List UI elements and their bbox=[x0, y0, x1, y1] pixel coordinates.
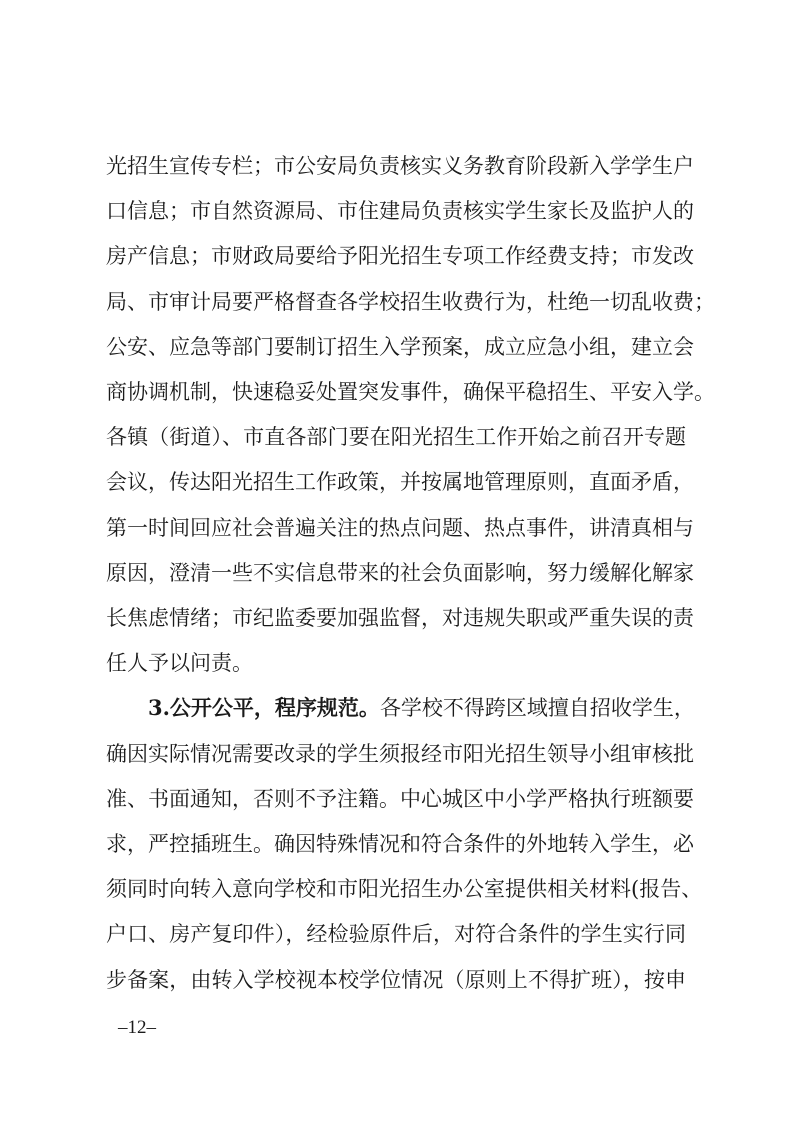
body-text-line: 任人予以问责。 bbox=[106, 651, 253, 675]
body-text-line: 会议，传达阳光招生工作政策，并按属地管理原则，直面矛盾， bbox=[106, 470, 694, 494]
page-number: –12– bbox=[118, 1017, 156, 1038]
body-text-line: 口信息；市自然资源局、市住建局负责核实学生家长及监护人的 bbox=[106, 199, 694, 223]
body-text-line: 光招生宣传专栏；市公安局负责核实义务教育阶段新入学学生户 bbox=[106, 154, 694, 178]
body-text-line: 求，严控插班生。确因特殊情况和符合条件的外地转入学生，必 bbox=[106, 832, 694, 856]
body-text-line: 须同时向转入意向学校和市阳光招生办公室提供相关材料(报告、 bbox=[106, 877, 703, 901]
section-heading-line bbox=[148, 688, 695, 728]
body-text-line: 原因，澄清一些不实信息带来的社会负面影响，努力缓解化解家 bbox=[106, 561, 694, 585]
body-text-line: 确因实际情况需要改录的学生须报经市阳光招生领导小组审核批 bbox=[106, 742, 694, 766]
body-text: 各学校不得跨区域擅自招收学生， bbox=[379, 696, 695, 720]
body-text-line: 第一时间回应社会普遍关注的热点问题、热点事件，讲清真相与 bbox=[106, 516, 694, 540]
body-text-line: 步备案，由转入学校视本校学位情况（原则上不得扩班），按申 bbox=[106, 968, 686, 992]
body-text-line: 各镇（街道）、市直各部门要在阳光招生工作开始之前召开专题 bbox=[106, 425, 686, 449]
section-heading: 3.公开公平，程序规范。 bbox=[148, 695, 380, 720]
body-text-line: 商协调机制，快速稳妥处置突发事件，确保平稳招生、平安入学。 bbox=[106, 380, 715, 404]
body-text-line: 准、书面通知，否则不予注籍。中心城区中小学严格执行班额要 bbox=[106, 787, 694, 811]
body-text-line: 公安、应急等部门要制订招生入学预案，成立应急小组，建立会 bbox=[106, 335, 694, 359]
body-text-line: 长焦虑情绪；市纪监委要加强监督，对违规失职或严重失误的责 bbox=[106, 606, 694, 630]
body-text-line: 局、市审计局要严格督查各学校招生收费行为，杜绝一切乱收费； bbox=[106, 290, 715, 314]
body-text-line: 房产信息；市财政局要给予阳光招生专项工作经费支持；市发改 bbox=[106, 244, 694, 268]
body-text-line: 户口、房产复印件），经检验原件后，对符合条件的学生实行同 bbox=[106, 922, 686, 946]
